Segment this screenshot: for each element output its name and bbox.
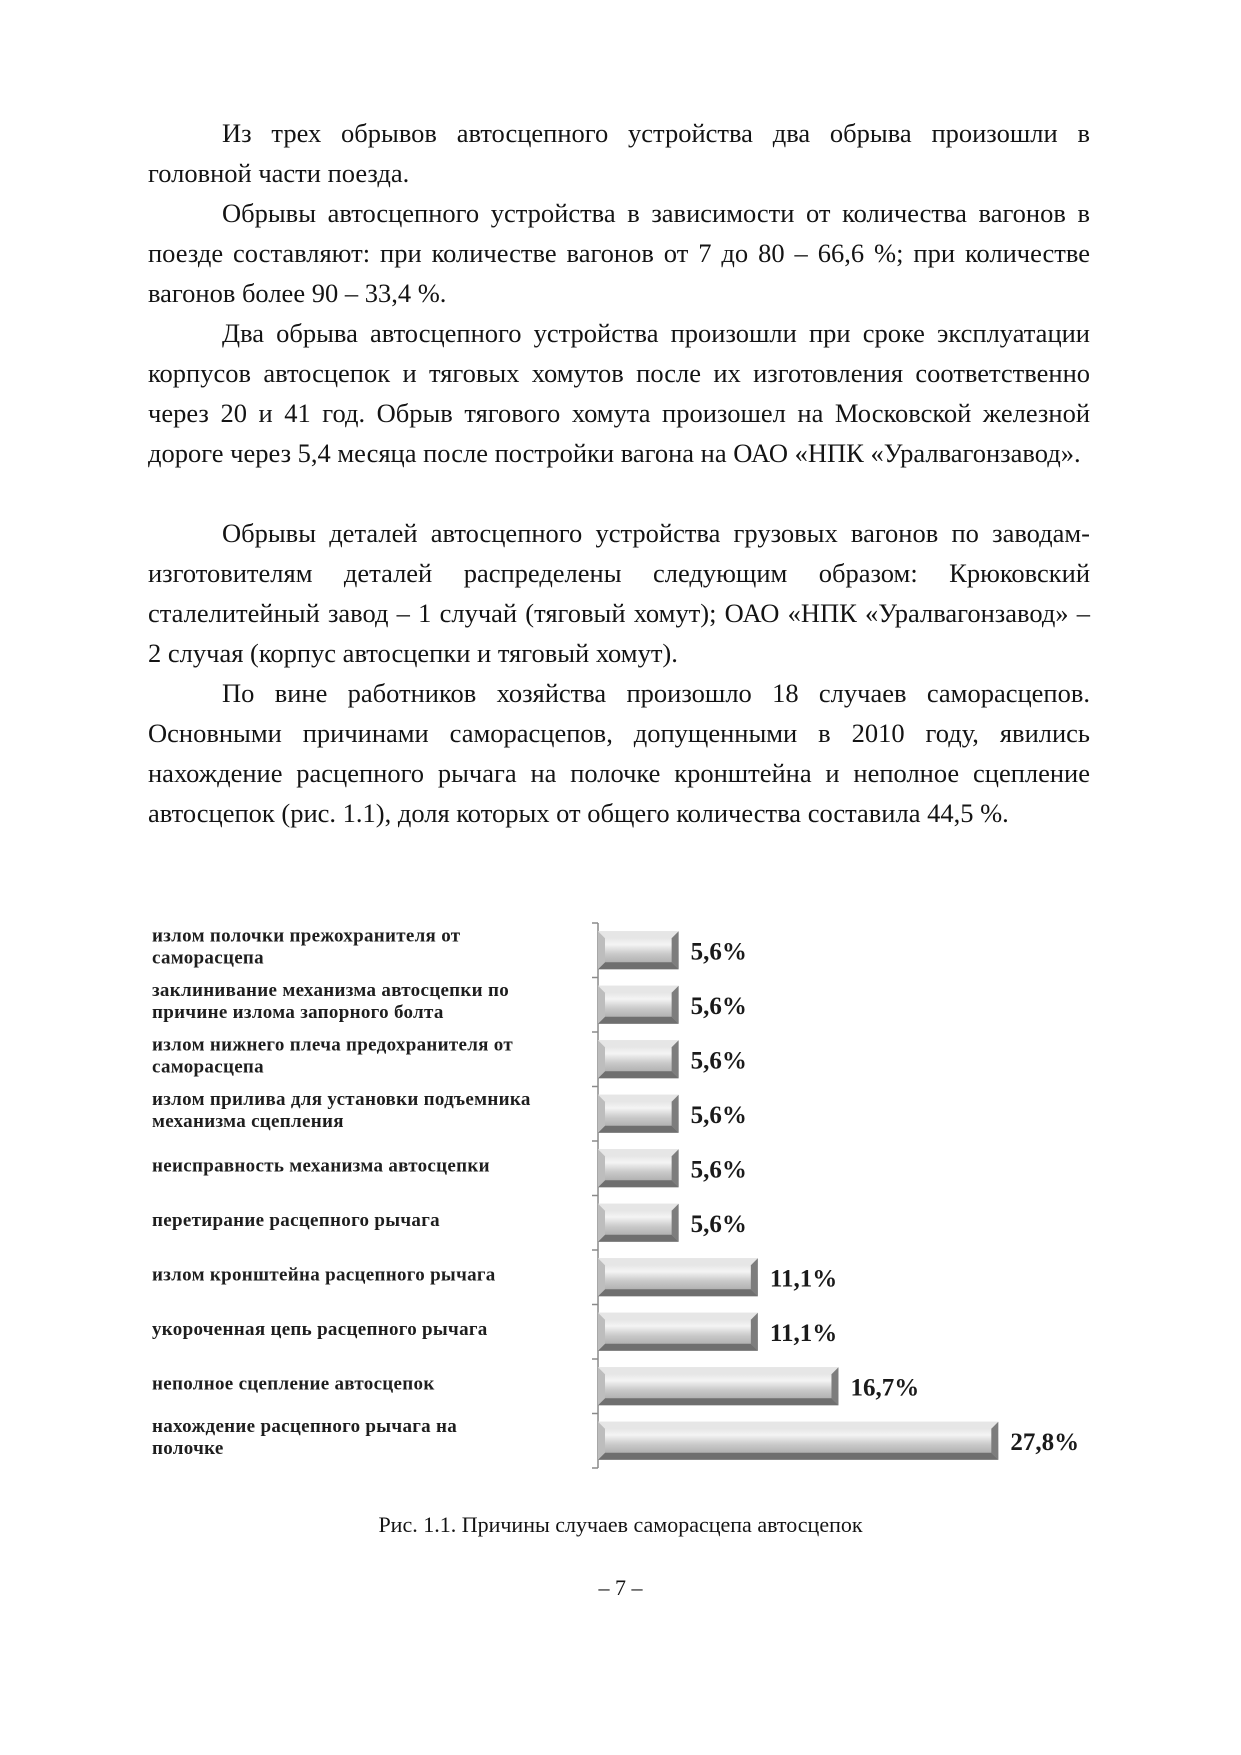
value-label: 5,6%	[690, 1047, 747, 1075]
paragraph-text: Из трех обрывов автосцепного устройства два обрыва произошли в головной части поезда.	[148, 118, 1090, 188]
bar-bevel-bottom	[598, 1235, 679, 1242]
paragraph-text: Обрывы автосцепного устройства в зависимости от количества вагонов в поезде составляют: при количестве вагонов от 7 до 80 – 66,6 %; при количестве вагонов более 90 – 33,4 %.	[148, 198, 1090, 308]
bar-bevel-bottom	[598, 1071, 679, 1078]
bar-bevel-bottom	[598, 1180, 679, 1187]
category-label: излом прилива для установки подъемника	[152, 1088, 531, 1110]
bar-bevel-top	[598, 1204, 679, 1211]
category-label: саморасцепа	[152, 1056, 264, 1078]
category-label: излом кронштейна расцепного рычага	[152, 1264, 496, 1286]
bar-bevel-bottom	[598, 1398, 838, 1405]
bar-bevel-bottom	[598, 962, 679, 969]
bar	[598, 1313, 758, 1351]
category-label: саморасцепа	[152, 947, 264, 969]
category-label: механизма сцепления	[152, 1110, 344, 1132]
bar	[598, 1367, 838, 1405]
bar-bevel-top	[598, 1095, 679, 1102]
category-label: нахождение расцепного рычага на	[152, 1415, 458, 1437]
bar-bevel-bottom	[598, 1289, 758, 1296]
figure-caption: Рис. 1.1. Причины случаев саморасцепа автосцепок	[378, 1512, 863, 1537]
category-label: заклинивание механизма автосцепки по	[152, 979, 510, 1001]
paragraph-text: По вине работников хозяйства произошло 18 случаев саморасцепов. Основными причинами саморасцепов, допущенными в 2010 году, явились нахождение расцепного рычага на полочке кронштейна и неполное сцепление автосцепок (рис. 1.1), доля которых от общего количества составила 44,5 %.	[148, 678, 1090, 828]
value-label: 5,6%	[690, 1101, 747, 1129]
value-label: 5,6%	[690, 992, 747, 1020]
bar-bevel-top	[598, 1367, 838, 1374]
category-label: полочке	[152, 1437, 224, 1459]
bar	[598, 931, 679, 969]
category-label: перетирание расцепного рычага	[152, 1209, 440, 1231]
bar	[598, 1095, 679, 1133]
bar-bevel-top	[598, 1040, 679, 1047]
category-label: неисправность механизма автосцепки	[152, 1155, 490, 1177]
bar-bevel-top	[598, 986, 679, 993]
bar	[598, 1149, 679, 1187]
value-label: 27,8%	[1010, 1428, 1080, 1456]
value-label: 5,6%	[690, 1210, 747, 1238]
value-label: 5,6%	[690, 938, 747, 966]
value-label: 16,7%	[850, 1374, 920, 1402]
bar-bevel-bottom	[598, 1126, 679, 1133]
value-label: 5,6%	[690, 1156, 747, 1184]
category-label: укороченная цепь расцепного рычага	[152, 1318, 488, 1340]
bar-bevel-bottom	[598, 1453, 998, 1460]
bar-bevel-bottom	[598, 1344, 758, 1351]
bar	[598, 1204, 679, 1242]
category-label: излом полочки прежохранителя от	[152, 925, 461, 947]
category-label: причине излома запорного болта	[152, 1001, 444, 1023]
page-number: – 7 –	[598, 1575, 643, 1600]
bar-bevel-top	[598, 1422, 998, 1429]
bar-bevel-top	[598, 1258, 758, 1265]
bar	[598, 1258, 758, 1296]
bar	[598, 986, 679, 1024]
category-label: излом нижнего плеча предохранителя от	[152, 1034, 513, 1056]
bar	[598, 1040, 679, 1078]
bar-bevel-bottom	[598, 1017, 679, 1024]
bar-bevel-top	[598, 931, 679, 938]
bar-bevel-top	[598, 1313, 758, 1320]
bar-bevel-top	[598, 1149, 679, 1156]
paragraph-text: Два обрыва автосцепного устройства произошли при сроке эксплуатации корпусов автосцепок и тяговых хомутов после их изготовления соответственно через 20 и 41 год. Обрыв тягового хомута произошел на Московской железной дороге через 5,4 месяца после постройки вагона на ОАО «НПК «Уралвагонзавод».	[148, 318, 1090, 468]
bar	[598, 1422, 998, 1460]
value-label: 11,1%	[769, 1319, 838, 1347]
paragraph-text: Обрывы деталей автосцепного устройства грузовых вагонов по заводам-изготовителям деталей распределены следующим образом: Крюковский сталелитейный завод – 1 случай (тяговый хомут); ОАО «НПК «Уралвагонзавод» – 2 случая (корпус автосцепки и тяговый хомут).	[148, 518, 1090, 668]
value-label: 11,1%	[769, 1265, 838, 1293]
category-label: неполное сцепление автосцепок	[152, 1373, 435, 1395]
